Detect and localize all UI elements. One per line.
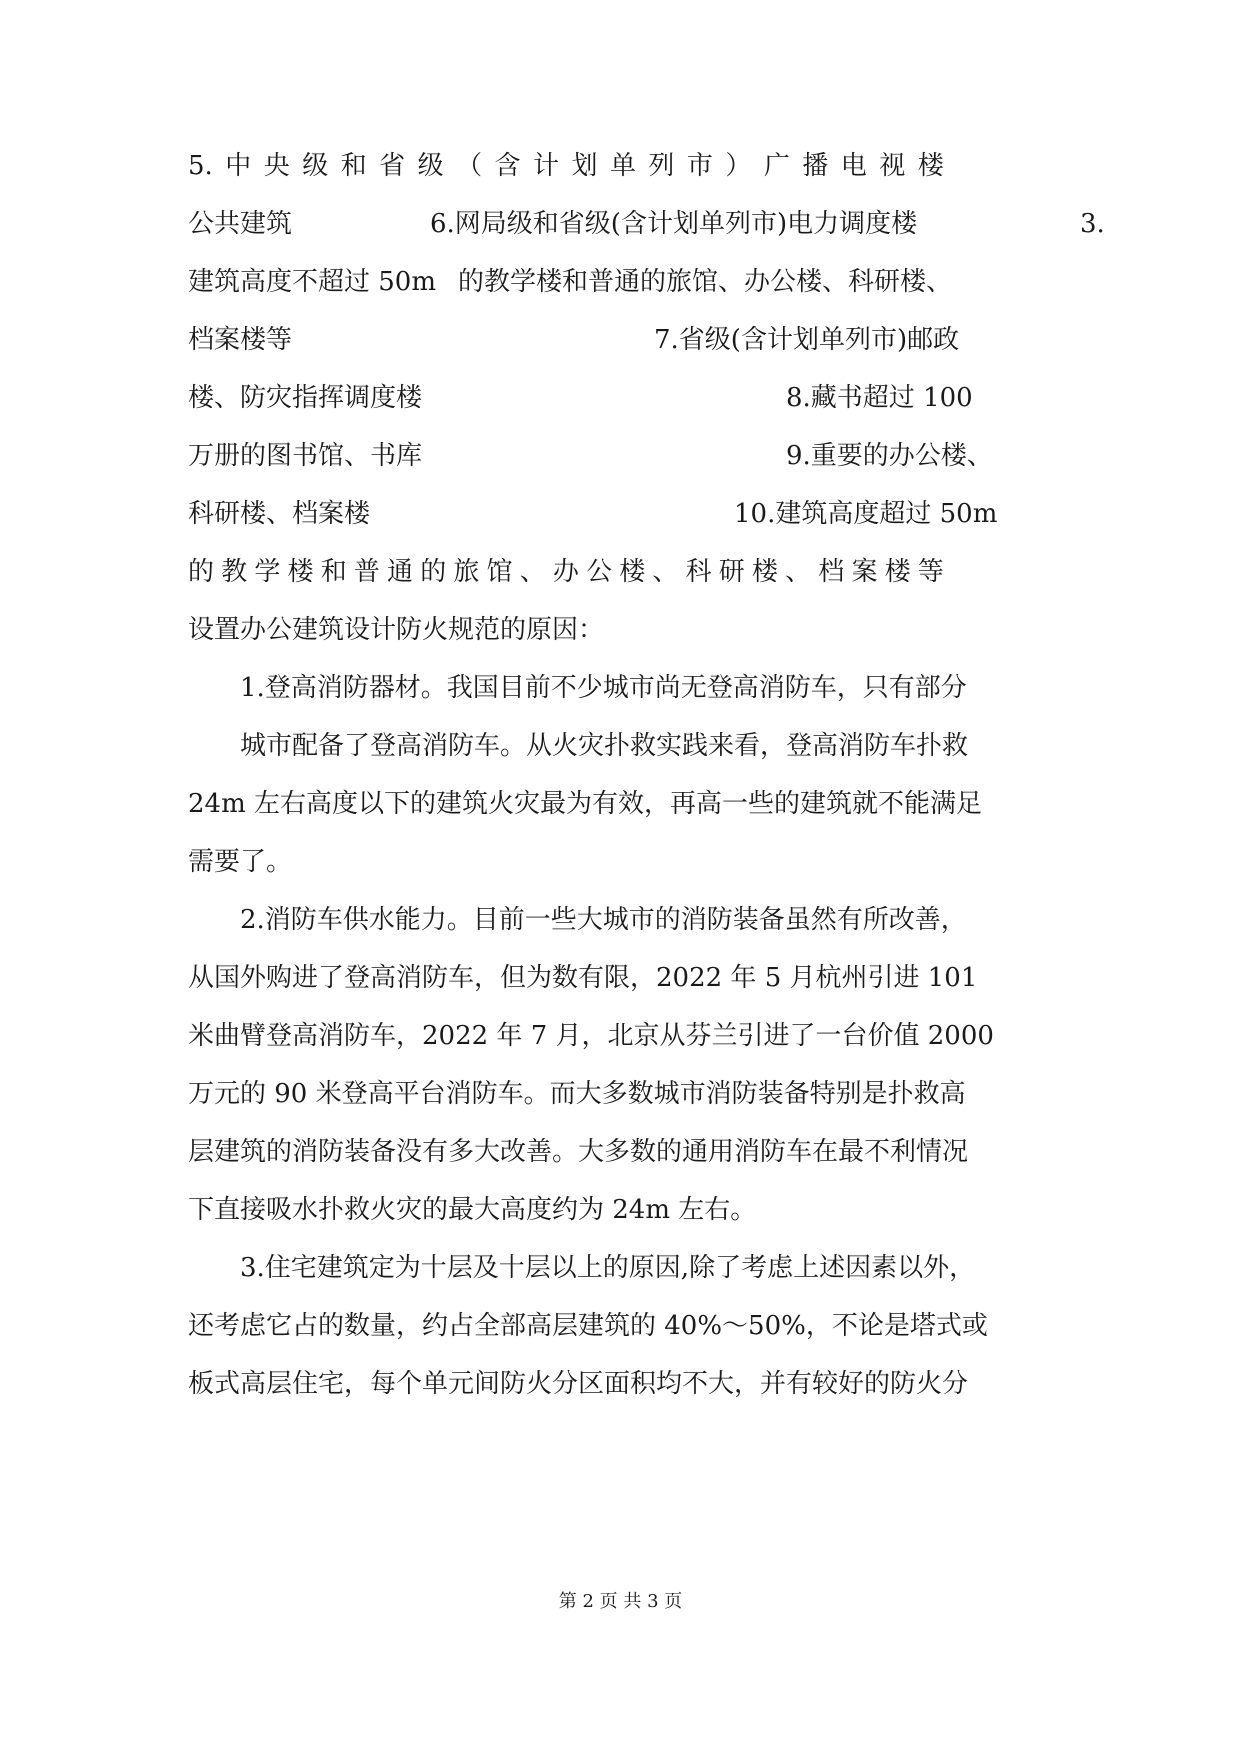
text-line-4 — [188, 320, 1054, 360]
line-1-char: 市 — [686, 151, 713, 181]
para-3-line-2 — [188, 1306, 1054, 1346]
line-8-char: 旅 — [453, 557, 480, 587]
line-8-char: 馆 — [486, 557, 513, 587]
para-2-text-6: 下直接吸水扑救火灾的最大高度约为 24m 左右。 — [188, 1195, 757, 1225]
line-8-char: 的 — [188, 557, 215, 587]
line-1-char: 省 — [379, 151, 406, 181]
line-1-char: 计 — [533, 151, 560, 181]
para-3-line-1 — [188, 1248, 1054, 1288]
para-1-text-4: 需要了。 — [188, 847, 293, 877]
line-7-left: 科研楼、档案楼 — [188, 499, 371, 529]
line-8-char: 的 — [420, 557, 447, 587]
line-8-char: 案 — [851, 557, 878, 587]
text-line-2 — [188, 204, 1105, 244]
para-2-line-6 — [188, 1190, 1054, 1230]
para-1-line-4 — [188, 842, 1054, 882]
line-2-right: 3. — [1080, 209, 1105, 239]
para-1-line-2 — [188, 726, 1054, 766]
text-line-9 — [188, 610, 1054, 650]
line-5-right: 8.藏书超过 100 — [786, 383, 973, 413]
section-heading: 设置办公建筑设计防火规范的原因： — [188, 615, 605, 645]
line-5-left: 楼、防灾指挥调度楼 — [188, 383, 423, 413]
line-1-char: 级 — [302, 151, 329, 181]
text-line-1 — [188, 146, 944, 186]
text-line-7 — [188, 494, 1054, 534]
text-line-5 — [188, 378, 1054, 418]
para-2-line-2 — [188, 958, 1054, 998]
para-3-text-3: 板式高层住宅，每个单元间防火分区面积均不大，并有较好的防火分 — [188, 1369, 969, 1399]
para-2-text-1: 2.消防车供水能力。目前一些大城市的消防装备虽然有所改善， — [240, 905, 967, 935]
text-line-6 — [188, 436, 1054, 476]
text-line-8 — [188, 552, 944, 592]
line-6-left: 万册的图书馆、书库 — [188, 441, 423, 471]
text-line-3 — [188, 262, 1054, 302]
line-3-left: 建筑高度不超过 50m — [188, 267, 437, 297]
line-8-char: 通 — [387, 557, 414, 587]
para-3-line-3 — [188, 1364, 1054, 1404]
para-1-text-1: 1.登高消防器材。我国目前不少城市尚无登高消防车，只有部分 — [240, 673, 967, 703]
line-1-char: 和 — [340, 151, 367, 181]
line-8-char: 、 — [785, 557, 812, 587]
page-footer: 第 2 页 共 3 页 — [558, 1591, 683, 1612]
line-1-char: 播 — [802, 151, 829, 181]
line-1-char: 电 — [840, 151, 867, 181]
line-8-char: 、 — [519, 557, 546, 587]
para-1-line-1 — [188, 668, 1054, 708]
para-2-text-3: 米曲臂登高消防车，2022 年 7 月，北京从芬兰引进了一台价值 2000 — [188, 1021, 994, 1051]
line-8-char: 楼 — [619, 557, 646, 587]
para-1-text-2: 城市配备了登高消防车。从火灾扑救实践来看，登高消防车扑救 — [240, 731, 969, 761]
para-2-text-2: 从国外购进了登高消防车，但为数有限，2022 年 5 月杭州引进 101 — [188, 963, 978, 993]
line-1-char: 广 — [763, 151, 790, 181]
line-4-right: 7.省级(含计划单列市)邮政 — [654, 325, 960, 355]
line-4-left: 档案楼等 — [188, 325, 293, 355]
para-2-text-5: 层建筑的消防装备没有多大改善。大多数的通用消防车在最不利情况 — [188, 1137, 969, 1167]
line-2-left: 公共建筑 — [188, 209, 293, 239]
line-1-char: 楼 — [917, 151, 944, 181]
para-1-text-3: 24m 左右高度以下的建筑火灾最为有效，再高一些的建筑就不能满足 — [188, 789, 983, 819]
line-8-char: 和 — [320, 557, 347, 587]
line-1-char: 视 — [879, 151, 906, 181]
line-1-char: 级 — [417, 151, 444, 181]
para-3-text-2: 还考虑它占的数量，约占全部高层建筑的 40%～50%，不论是塔式或 — [188, 1311, 988, 1341]
line-1-char: 5. — [188, 151, 213, 181]
line-8-char: 楼 — [287, 557, 314, 587]
line-8-char: 等 — [917, 557, 944, 587]
line-8-char: 办 — [552, 557, 579, 587]
line-8-char: 档 — [818, 557, 845, 587]
line-8-char: 楼 — [884, 557, 911, 587]
line-8-char: 研 — [718, 557, 745, 587]
line-8-char: 楼 — [751, 557, 778, 587]
line-8-char: 学 — [254, 557, 281, 587]
line-1-char: 单 — [609, 151, 636, 181]
line-1-char: 划 — [571, 151, 598, 181]
line-1-char: 中 — [225, 151, 252, 181]
para-1-line-3 — [188, 784, 1054, 824]
line-1-char: 央 — [263, 151, 290, 181]
line-8-char: 教 — [221, 557, 248, 587]
para-2-line-5 — [188, 1132, 1054, 1172]
line-8-char: 公 — [586, 557, 613, 587]
para-2-line-1 — [188, 900, 1054, 940]
para-3-text-1: 3.住宅建筑定为十层及十层以上的原因,除了考虑上述因素以外， — [240, 1253, 976, 1283]
para-2-line-3 — [188, 1016, 1054, 1056]
line-8-char: 科 — [685, 557, 712, 587]
line-1-char: （ — [456, 151, 483, 181]
line-1-char: 列 — [648, 151, 675, 181]
line-1-char: ） — [725, 151, 752, 181]
line-1-char: 含 — [494, 151, 521, 181]
para-2-line-4 — [188, 1074, 1054, 1114]
line-7-right: 10.建筑高度超过 50m — [734, 499, 998, 529]
para-2-text-4: 万元的 90 米登高平台消防车。而大多数城市消防装备特别是扑救高 — [188, 1079, 966, 1109]
line-3-right: 的教学楼和普通的旅馆、办公楼、科研楼、 — [458, 267, 953, 297]
line-6-right: 9.重要的办公楼、 — [786, 441, 993, 471]
line-8-char: 普 — [353, 557, 380, 587]
line-2-middle: 6.网局级和省级(含计划单列市)电力调度楼 — [430, 209, 918, 239]
line-8-char: 、 — [652, 557, 679, 587]
